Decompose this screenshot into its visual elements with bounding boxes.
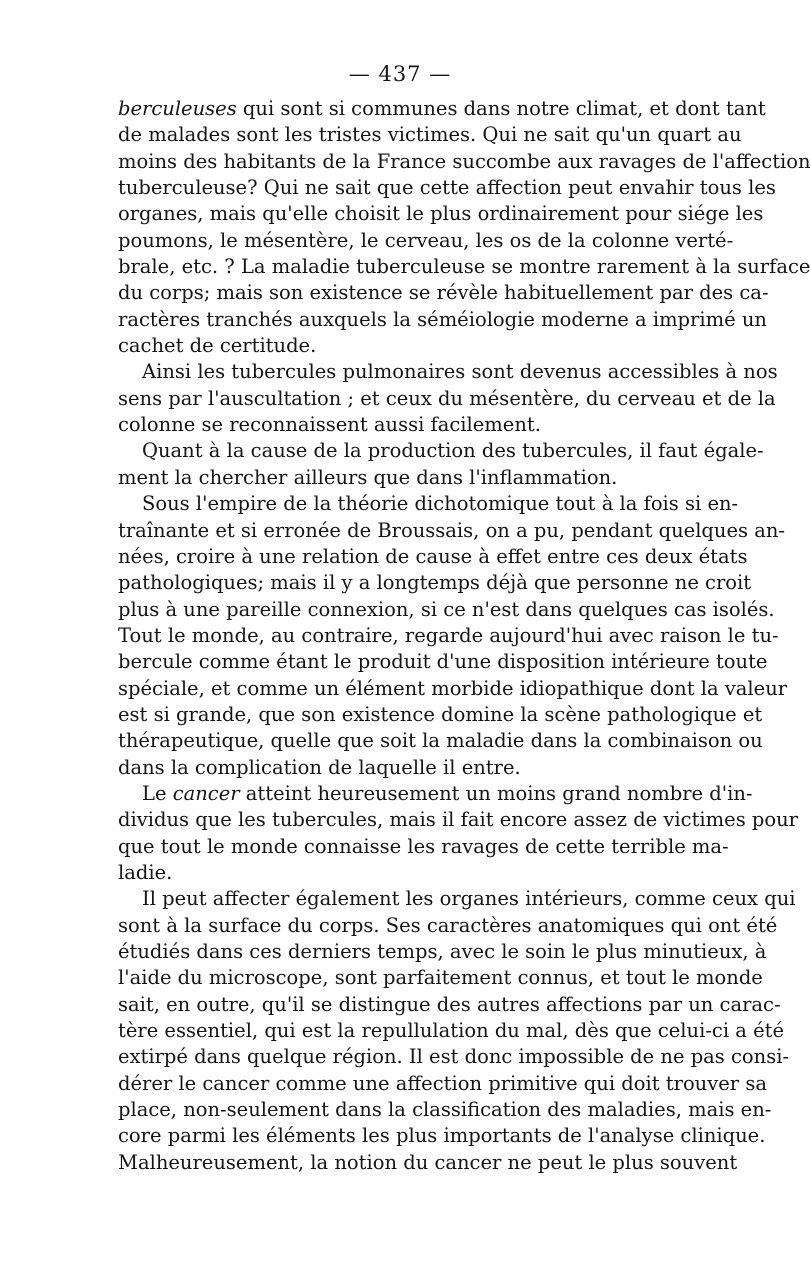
line-text: dividus que les tubercules, mais il fait encore assez de victimes pour [118, 808, 799, 832]
text-line [118, 939, 767, 965]
line-text: brale, etc. ? La maladie tuberculeuse se montre rarement à la surface [118, 255, 811, 279]
line-text: moins des habitants de la France succombe aux ravages de l'affection [118, 149, 811, 173]
line-text: pathologiques; mais il y a longtemps déjà que personne ne croit [118, 571, 752, 595]
line-text: spéciale, et comme un élément morbide idiopathique dont la valeur [118, 676, 788, 700]
line-text: du corps; mais son existence se révèle habituellement par des ca- [118, 281, 769, 305]
body-text [118, 96, 811, 1176]
line-text: organes, mais qu'elle choisit le plus ordinairement pour siége les [118, 202, 764, 226]
line-text: est si grande, que son existence domine la scène pathologique et [118, 702, 763, 726]
text-line [118, 886, 796, 912]
text-line [118, 728, 763, 754]
text-line [118, 465, 680, 491]
text-line [118, 254, 811, 280]
line-text: nées, croire à une relation de cause à effet entre ces deux états [118, 544, 748, 568]
line-text: atteint heureusement un moins grand nombre d'in- [239, 781, 753, 805]
text-line [118, 491, 739, 517]
text-line [118, 1044, 790, 1070]
italic-text: cancer [172, 781, 240, 805]
text-line [118, 992, 781, 1018]
line-text: Le [142, 781, 173, 805]
text-line [118, 333, 680, 359]
text-line [118, 228, 734, 254]
line-text: ment la chercher ailleurs que dans l'inflammation. [118, 465, 618, 489]
line-text: étudiés dans ces derniers temps, avec le soin le plus minutieux, à [118, 940, 767, 963]
line-text: tère essentiel, qui est la repullulation du mal, dès que celui-ci a été [118, 1019, 784, 1043]
line-text: Sous l'empire de la théorie dichotomique tout à la fois si en- [142, 492, 739, 516]
line-text: Quant à la cause de la production des tubercules, il faut égale- [142, 439, 764, 463]
text-line [118, 597, 775, 623]
line-text: place, non-seulement dans la classification des maladies, mais en- [118, 1098, 772, 1122]
line-text: colonne se reconnaissent aussi facilement. [118, 413, 541, 437]
text-line [118, 676, 788, 702]
text-line [118, 623, 779, 649]
text-line [118, 201, 764, 227]
text-line [118, 544, 748, 570]
italic-text: berculeuses [118, 97, 237, 120]
text-line [118, 965, 763, 991]
text-line [118, 1097, 772, 1123]
text-line [118, 1123, 766, 1149]
text-line [118, 518, 785, 544]
text-line [118, 438, 764, 464]
line-text: dans la complication de laquelle il entre. [118, 755, 521, 779]
text-line [118, 649, 768, 675]
text-line [118, 807, 799, 833]
line-text: que tout le monde connaisse les ravages de cette terrible ma- [118, 834, 729, 858]
line-text: Ainsi les tubercules pulmonaires sont devenus accessibles à nos [142, 360, 778, 384]
text-line [118, 96, 766, 122]
text-line [118, 175, 776, 201]
text-line [118, 386, 776, 412]
line-text: sens par l'auscultation ; et ceux du mésentère, du cerveau et de la [118, 386, 776, 410]
text-line [118, 570, 752, 596]
line-text: Malheureusement, la notion du cancer ne peut le plus souvent [118, 1150, 738, 1174]
line-text: plus à une pareille connexion, si ce n'est dans quelques cas isolés. [118, 597, 775, 621]
line-text: sont à la surface du corps. Ses caractères anatomiques qui ont été [118, 913, 778, 937]
line-text: Tout le monde, au contraire, regarde aujourd'hui avec raison le tu- [118, 623, 779, 647]
line-text: cachet de certitude. [118, 334, 317, 358]
text-line [118, 149, 811, 175]
line-text: tuberculeuse? Qui ne sait que cette affection peut envahir tous les [118, 176, 776, 200]
line-text: bercule comme étant le produit d'une disposition intérieure toute [118, 650, 768, 674]
line-text: extirpé dans quelque région. Il est donc impossible de ne pas consi- [118, 1045, 790, 1069]
text-line [118, 280, 769, 306]
text-line [118, 412, 680, 438]
line-text: ladie. [118, 860, 173, 884]
page-number: — 437 — [348, 62, 452, 86]
text-line [118, 1018, 784, 1044]
text-line [118, 122, 742, 148]
line-text: qui sont si communes dans notre climat, et dont tant [236, 97, 766, 120]
text-line [118, 307, 767, 333]
text-line [118, 1071, 767, 1097]
line-text: Il peut affecter également les organes intérieurs, comme ceux qui [142, 887, 796, 911]
text-line [118, 781, 753, 807]
line-text: thérapeutique, quelle que soit la maladie dans la combinaison ou [118, 729, 763, 753]
line-text: sait, en outre, qu'il se distingue des autres affections par un carac- [118, 992, 781, 1016]
line-text: poumons, le mésentère, le cerveau, les os de la colonne verté- [118, 228, 734, 252]
text-line [118, 834, 729, 860]
line-text: dérer le cancer comme une affection primitive qui doit trouver sa [118, 1071, 767, 1095]
line-text: l'aide du microscope, sont parfaitement connus, et tout le monde [118, 966, 763, 990]
text-line [118, 755, 680, 781]
text-line [118, 913, 778, 939]
text-line [118, 359, 778, 385]
text-line [118, 860, 680, 886]
text-line [118, 1150, 738, 1176]
line-text: ractères tranchés auxquels la séméiologie moderne a imprimé un [118, 307, 767, 331]
line-text: de malades sont les tristes victimes. Qui ne sait qu'un quart au [118, 123, 742, 147]
text-line [118, 702, 763, 728]
line-text: traînante et si erronée de Broussais, on a pu, pendant quelques an- [118, 518, 785, 542]
line-text: core parmi les éléments les plus importants de l'analyse clinique. [118, 1124, 766, 1148]
